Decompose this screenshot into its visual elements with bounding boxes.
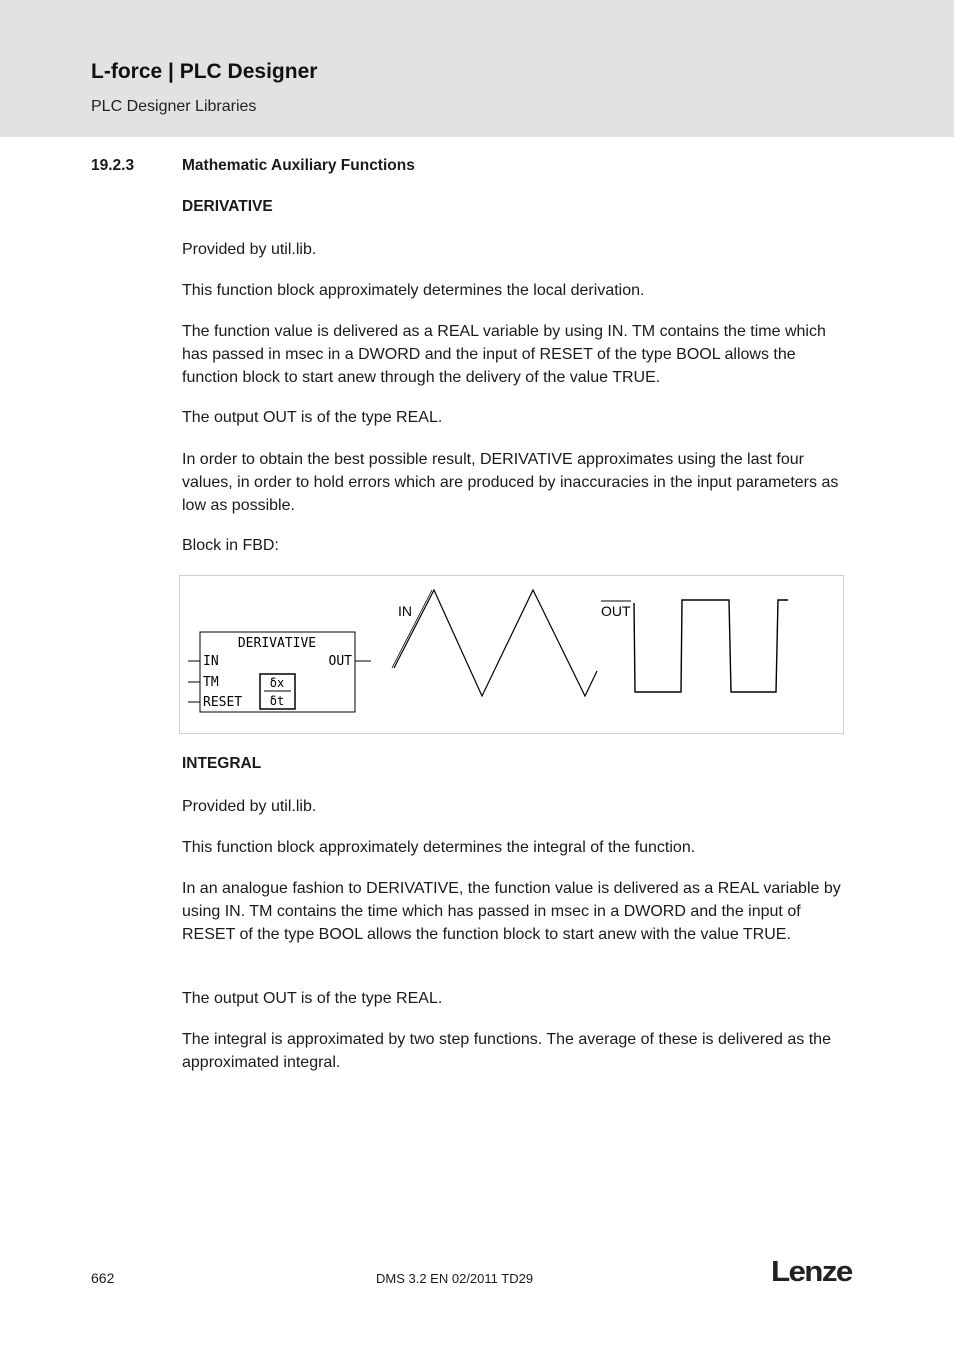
symbol-denominator: δt — [269, 694, 285, 708]
integral-para-4-block — [182, 987, 847, 1010]
derivative-paragraph: The output OUT is of the type REAL. — [182, 409, 443, 426]
derivative-para-3-block — [182, 320, 847, 389]
document-title: L-force | PLC Designer — [91, 60, 318, 83]
input-in-label: IN — [203, 654, 219, 669]
fbd-figure — [179, 575, 844, 734]
integral-paragraph: Provided by util.lib. — [182, 798, 317, 815]
derivative-para-6-block — [182, 534, 847, 557]
derivative-paragraph: This function block approximately determines the local derivation. — [182, 282, 645, 299]
integral-para-2-block — [182, 836, 847, 859]
derivative-paragraph: Block in FBD: — [182, 537, 279, 554]
input-tm-label: TM — [203, 675, 219, 690]
integral-para-5-block — [182, 1028, 847, 1074]
triangle-wave-shadow — [392, 590, 432, 668]
derivative-para-2-block — [182, 279, 847, 302]
integral-heading-block — [182, 755, 847, 773]
integral-paragraph: In an analogue fashion to DERIVATIVE, the function value is delivered as a REAL variable by using IN. TM contains the time which has passed in msec in a DWORD and the input of RESET of the type BOOL allows the function block to start anew with the value TRUE. — [182, 880, 841, 943]
page-header — [0, 0, 954, 137]
triangle-wave — [394, 590, 597, 696]
section-number: 19.2.3 — [91, 157, 135, 174]
block-name-label: DERIVATIVE — [237, 636, 317, 651]
integral-para-1-block — [182, 795, 847, 818]
lenze-logo: Lenze — [771, 1256, 852, 1288]
integral-heading: INTEGRAL — [182, 755, 262, 772]
document-subtitle: PLC Designer Libraries — [91, 98, 257, 115]
document-code: DMS 3.2 EN 02/2011 TD29 — [376, 1271, 534, 1286]
signal-in-label: IN — [398, 603, 412, 619]
derivative-para-1-block — [182, 238, 847, 261]
integral-para-3-block — [182, 877, 847, 946]
derivative-heading: DERIVATIVE — [182, 198, 273, 215]
derivative-paragraph: In order to obtain the best possible result, DERIVATIVE approximates using the last four values, in order to hold errors which are produced by inaccuracies in the input parameters as low as possible. — [182, 451, 839, 514]
square-wave — [634, 600, 788, 692]
output-out-label: OUT — [328, 654, 352, 669]
integral-paragraph: This function block approximately determines the integral of the function. — [182, 839, 696, 856]
section-title: Mathematic Auxiliary Functions — [182, 157, 415, 174]
signal-out-label: OUT — [601, 603, 631, 619]
derivative-paragraph: The function value is delivered as a REAL variable by using IN. TM contains the time which has passed in msec in a DWORD and the input of RESET of the type BOOL allows the function block to start anew through the delivery of the value TRUE. — [182, 323, 826, 386]
input-reset-label: RESET — [203, 695, 243, 710]
derivative-heading-block — [182, 198, 847, 216]
derivative-para-4-block — [182, 406, 847, 429]
derivative-para-5-block — [182, 448, 847, 517]
derivative-paragraph: Provided by util.lib. — [182, 241, 317, 258]
page-number: 662 — [91, 1270, 115, 1286]
symbol-numerator: δx — [269, 676, 285, 690]
integral-paragraph: The integral is approximated by two step functions. The average of these is delivered as the approximated integral. — [182, 1031, 831, 1071]
integral-paragraph: The output OUT is of the type REAL. — [182, 990, 443, 1007]
fbd-diagram — [180, 576, 843, 733]
